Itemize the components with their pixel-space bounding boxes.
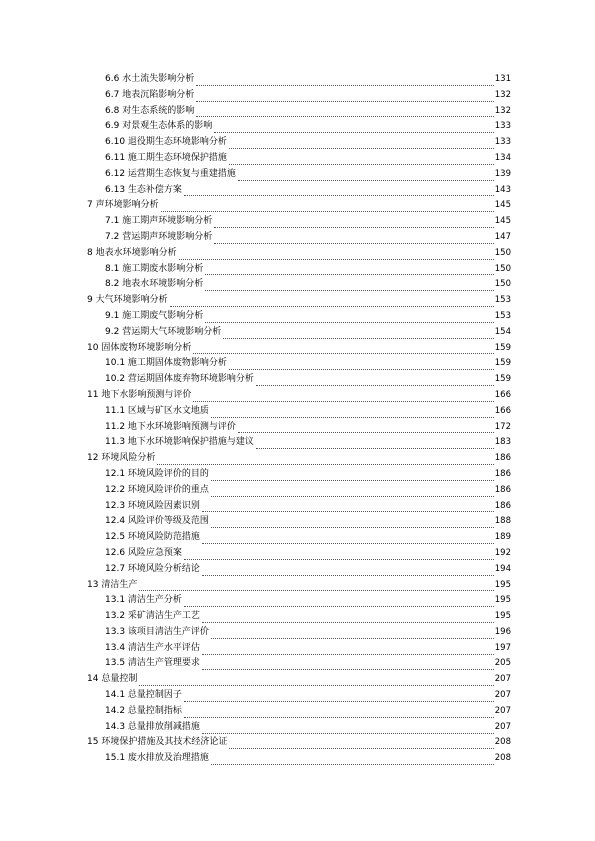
toc-entry[interactable]: [87, 641, 511, 657]
dot-leader: [229, 141, 494, 149]
toc-entry[interactable]: [87, 688, 511, 704]
toc-entry-number: 6.8: [105, 105, 120, 116]
dot-leader: [202, 647, 494, 655]
toc-entry-number: 12: [87, 453, 99, 464]
dot-leader: [211, 631, 494, 639]
toc-entry-number: 6.12: [105, 168, 126, 179]
toc-entry-page-number: 195: [494, 579, 511, 590]
toc-entry-page-number: 192: [494, 547, 511, 558]
toc-entry-title: 环境风险分析: [101, 453, 156, 464]
toc-entry-number: 12.5: [105, 532, 126, 543]
toc-entry-title: 环境风险防范措施: [127, 532, 200, 543]
toc-entry-page-number: 194: [494, 563, 511, 574]
dot-leader: [196, 109, 494, 117]
dot-leader: [214, 220, 494, 228]
toc-entry-page-number: 150: [494, 279, 511, 290]
toc-entry-title: 地下水影响预测与评价: [101, 389, 192, 400]
toc-entry-title: 声环境影响分析: [95, 200, 159, 211]
toc-entry-title: 环境风险评价的目的: [127, 468, 209, 479]
dot-leader: [205, 267, 494, 275]
toc-entry-title: 清洁生产分析: [127, 595, 182, 606]
toc-entry-page-number: 195: [494, 595, 511, 606]
toc-entry-number: 12.2: [105, 484, 126, 495]
toc-entry-number: 6.10: [105, 137, 126, 148]
dot-leader: [202, 726, 494, 734]
dot-leader: [214, 125, 494, 133]
toc-entry-page-number: 186: [494, 453, 511, 464]
toc-entry[interactable]: [87, 672, 511, 688]
dot-leader: [202, 568, 494, 576]
dot-leader: [184, 599, 494, 607]
toc-entry-number: 13.1: [105, 595, 126, 606]
toc-entry-title: 营运期声环境影响分析: [122, 231, 213, 242]
toc-entry-title: 清洁生产: [101, 579, 138, 590]
toc-entry-title: 施工期声环境影响分析: [122, 216, 213, 227]
toc-entry-number: 6.13: [105, 184, 126, 195]
toc-entry[interactable]: [87, 262, 511, 278]
toc-entry[interactable]: [87, 420, 511, 436]
toc-entry-title: 施工期废水影响分析: [122, 263, 204, 274]
toc-entry-page-number: 153: [494, 310, 511, 321]
dot-leader: [184, 710, 494, 718]
dot-leader: [211, 757, 494, 765]
toc-entry-number: 6.9: [105, 121, 120, 132]
dot-leader: [229, 362, 494, 370]
toc-entry-page-number: 134: [494, 152, 511, 163]
toc-entry-page-number: 159: [494, 358, 511, 369]
dot-leader: [238, 173, 494, 181]
toc-entry-number: 13: [87, 579, 99, 590]
dot-leader: [196, 78, 494, 86]
toc-entry-page-number: 186: [494, 500, 511, 511]
toc-entry-title: 环境保护措施及其技术经济论证: [101, 737, 228, 748]
toc-entry-title: 地表水环境影响分析: [122, 279, 204, 290]
table-of-contents: [87, 72, 511, 767]
toc-entry-page-number: 207: [494, 721, 511, 732]
dot-leader: [193, 394, 493, 402]
toc-entry-page-number: 150: [494, 263, 511, 274]
dot-leader: [211, 473, 494, 481]
toc-entry[interactable]: [87, 578, 511, 594]
toc-entry-title: 运营期生态恢复与重建措施: [127, 168, 236, 179]
toc-entry-title: 固体废物环境影响分析: [101, 342, 192, 353]
toc-entry[interactable]: [87, 514, 511, 530]
toc-entry-number: 9.1: [105, 310, 120, 321]
toc-entry-number: 13.3: [105, 626, 126, 637]
toc-entry[interactable]: [87, 277, 511, 293]
dot-leader: [205, 315, 494, 323]
toc-entry-number: 12.7: [105, 563, 126, 574]
toc-entry-number: 14.1: [105, 690, 126, 701]
toc-entry-page-number: 208: [494, 737, 511, 748]
toc-entry-number: 14: [87, 674, 99, 685]
toc-entry-page-number: 188: [494, 516, 511, 527]
dot-leader: [184, 552, 494, 560]
toc-entry-title: 地下水环境影响保护措施与建议: [127, 437, 254, 448]
toc-entry-number: 13.2: [105, 611, 126, 622]
toc-entry[interactable]: [87, 119, 511, 135]
toc-entry-page-number: 166: [494, 405, 511, 416]
toc-entry[interactable]: [87, 167, 511, 183]
toc-entry-number: 6.6: [105, 74, 120, 84]
toc-entry-title: 总量控制: [101, 674, 138, 685]
toc-entry-title: 生态补偿方案: [127, 184, 182, 195]
toc-entry-number: 10.1: [105, 358, 126, 369]
toc-entry-title: 水土流失影响分析: [122, 74, 195, 84]
toc-entry-page-number: 208: [494, 753, 511, 764]
dot-leader: [205, 283, 494, 291]
toc-entry-number: 9: [87, 295, 93, 306]
toc-entry[interactable]: [87, 499, 511, 515]
toc-entry-title: 营运期大气环境影响分析: [122, 326, 222, 337]
toc-entry[interactable]: [87, 309, 511, 325]
dot-leader: [139, 583, 493, 591]
toc-entry-page-number: 195: [494, 611, 511, 622]
toc-entry[interactable]: [87, 625, 511, 641]
toc-entry-number: 7: [87, 200, 93, 211]
toc-entry-title: 施工期固体废物影响分析: [127, 358, 227, 369]
dot-leader: [202, 662, 494, 670]
toc-entry-title: 环境风险评价的重点: [127, 484, 209, 495]
toc-entry-number: 12.3: [105, 500, 126, 511]
toc-entry-number: 11.1: [105, 405, 126, 416]
toc-entry-title: 地表沉陷影响分析: [122, 89, 195, 100]
toc-entry-title: 采矿清洁生产工艺: [127, 611, 200, 622]
toc-entry[interactable]: [87, 530, 511, 546]
toc-entry-page-number: 159: [494, 342, 511, 353]
toc-entry[interactable]: [87, 214, 511, 230]
toc-entry-page-number: 207: [494, 705, 511, 716]
toc-entry-page-number: 207: [494, 674, 511, 685]
toc-entry-title: 地下水环境影响预测与评价: [127, 421, 236, 432]
toc-entry-page-number: 196: [494, 626, 511, 637]
toc-entry-title: 风险评价等级及范围: [127, 516, 209, 527]
toc-entry-number: 11.2: [105, 421, 126, 432]
dot-leader: [196, 94, 494, 102]
dot-leader: [211, 410, 494, 418]
toc-entry-page-number: 153: [494, 295, 511, 306]
dot-leader: [139, 678, 493, 686]
toc-entry-title: 施工期生态环境保护措施: [127, 152, 227, 163]
toc-entry-page-number: 133: [494, 137, 511, 148]
dot-leader: [256, 378, 494, 386]
toc-entry-number: 14.3: [105, 721, 126, 732]
toc-entry[interactable]: [87, 593, 511, 609]
toc-entry-title: 退役期生态环境影响分析: [127, 137, 227, 148]
toc-entry-number: 8: [87, 247, 93, 258]
dot-leader: [193, 346, 493, 354]
toc-entry[interactable]: [87, 104, 511, 120]
toc-entry-page-number: 207: [494, 690, 511, 701]
toc-entry[interactable]: [87, 704, 511, 720]
toc-entry-title: 环境风险因素识别: [127, 500, 200, 511]
dot-leader: [256, 441, 494, 449]
toc-entry-number: 11.3: [105, 437, 126, 448]
toc-entry[interactable]: [87, 356, 511, 372]
dot-leader: [179, 252, 494, 260]
toc-entry-number: 12.4: [105, 516, 126, 527]
toc-entry-number: 12.6: [105, 547, 126, 558]
dot-leader: [184, 694, 494, 702]
toc-entry[interactable]: [87, 198, 511, 214]
toc-entry[interactable]: [87, 325, 511, 341]
toc-entry-number: 6.11: [105, 152, 126, 163]
toc-entry-page-number: 205: [494, 658, 511, 669]
toc-entry[interactable]: [87, 293, 511, 309]
toc-entry-page-number: 132: [494, 105, 511, 116]
toc-entry-page-number: 150: [494, 247, 511, 258]
toc-entry-page-number: 183: [494, 437, 511, 448]
toc-entry-title: 地表水环境影响分析: [95, 247, 177, 258]
toc-entry-page-number: 132: [494, 89, 511, 100]
toc-entry-page-number: 166: [494, 389, 511, 400]
toc-entry-number: 15: [87, 737, 99, 748]
toc-entry[interactable]: [87, 451, 511, 467]
toc-entry-page-number: 143: [494, 184, 511, 195]
toc-entry[interactable]: [87, 388, 511, 404]
toc-entry-title: 风险应急预案: [127, 547, 182, 558]
dot-leader: [229, 157, 494, 165]
toc-entry[interactable]: [87, 467, 511, 483]
toc-entry[interactable]: [87, 135, 511, 151]
dot-leader: [214, 236, 494, 244]
toc-entry[interactable]: [87, 720, 511, 736]
toc-entry-page-number: 131: [494, 74, 511, 84]
toc-entry-number: 10.2: [105, 374, 126, 385]
toc-entry-page-number: 133: [494, 121, 511, 132]
dot-leader: [223, 331, 494, 339]
toc-entry-title: 施工期废气影响分析: [122, 310, 204, 321]
toc-entry[interactable]: [87, 546, 511, 562]
toc-entry-number: 8.1: [105, 263, 120, 274]
toc-entry-number: 11: [87, 389, 99, 400]
dot-leader: [229, 741, 493, 749]
toc-entry[interactable]: [87, 609, 511, 625]
toc-entry-number: 13.4: [105, 642, 126, 653]
toc-entry[interactable]: [87, 751, 511, 767]
toc-entry-number: 13.5: [105, 658, 126, 669]
toc-entry-page-number: 154: [494, 326, 511, 337]
toc-entry[interactable]: [87, 735, 511, 751]
toc-entry-title: 清洁生产水平评估: [127, 642, 200, 653]
toc-entry-number: 12.1: [105, 468, 126, 479]
toc-entry-title: 环境风险分析结论: [127, 563, 200, 574]
toc-entry[interactable]: [87, 183, 511, 199]
toc-entry-title: 该项目清洁生产评价: [127, 626, 209, 637]
dot-leader: [238, 425, 494, 433]
toc-entry-title: 对景观生态体系的影响: [122, 121, 213, 132]
toc-entry-number: 7.1: [105, 216, 120, 227]
toc-entry[interactable]: [87, 230, 511, 246]
toc-entry-title: 总量控制指标: [127, 705, 182, 716]
toc-entry-number: 6.7: [105, 89, 120, 100]
toc-entry[interactable]: [87, 435, 511, 451]
toc-entry-title: 清洁生产管理要求: [127, 658, 200, 669]
toc-entry-page-number: 197: [494, 642, 511, 653]
toc-entry-number: 7.2: [105, 231, 120, 242]
toc-entry-page-number: 145: [494, 200, 511, 211]
toc-entry-page-number: 145: [494, 216, 511, 227]
toc-entry-title: 大气环境影响分析: [95, 295, 168, 306]
dot-leader: [170, 299, 494, 307]
toc-entry[interactable]: [87, 483, 511, 499]
dot-leader: [211, 489, 494, 497]
toc-entry[interactable]: [87, 656, 511, 672]
toc-entry[interactable]: [87, 341, 511, 357]
dot-leader: [184, 188, 494, 196]
dot-leader: [202, 504, 494, 512]
toc-entry-page-number: 186: [494, 484, 511, 495]
toc-entry-page-number: 186: [494, 468, 511, 479]
toc-entry-title: 区域与矿区水文地质: [127, 405, 209, 416]
dot-leader: [211, 520, 494, 528]
toc-entry[interactable]: [87, 562, 511, 578]
toc-entry-number: 10: [87, 342, 99, 353]
toc-entry-page-number: 172: [494, 421, 511, 432]
dot-leader: [202, 615, 494, 623]
toc-entry-number: 8.2: [105, 279, 120, 290]
toc-entry-number: 9.2: [105, 326, 120, 337]
toc-entry[interactable]: [87, 151, 511, 167]
toc-entry-title: 总量控制因子: [127, 690, 182, 701]
toc-entry[interactable]: [87, 88, 511, 104]
toc-entry[interactable]: [87, 72, 511, 88]
toc-entry-page-number: 159: [494, 374, 511, 385]
toc-entry-number: 14.2: [105, 705, 126, 716]
toc-entry-title: 废水排放及治理措施: [127, 753, 209, 764]
dot-leader: [202, 536, 494, 544]
toc-entry[interactable]: [87, 246, 511, 262]
toc-entry-page-number: 139: [494, 168, 511, 179]
toc-entry-title: 对生态系统的影响: [122, 105, 195, 116]
toc-entry[interactable]: [87, 404, 511, 420]
dot-leader: [157, 457, 493, 465]
toc-entry[interactable]: [87, 372, 511, 388]
toc-entry-number: 15.1: [105, 753, 126, 764]
toc-entry-title: 营运期固体废弃物环境影响分析: [127, 374, 254, 385]
toc-entry-title: 总量排放削减措施: [127, 721, 200, 732]
toc-entry-page-number: 147: [494, 231, 511, 242]
dot-leader: [161, 204, 494, 212]
toc-entry-page-number: 189: [494, 532, 511, 543]
